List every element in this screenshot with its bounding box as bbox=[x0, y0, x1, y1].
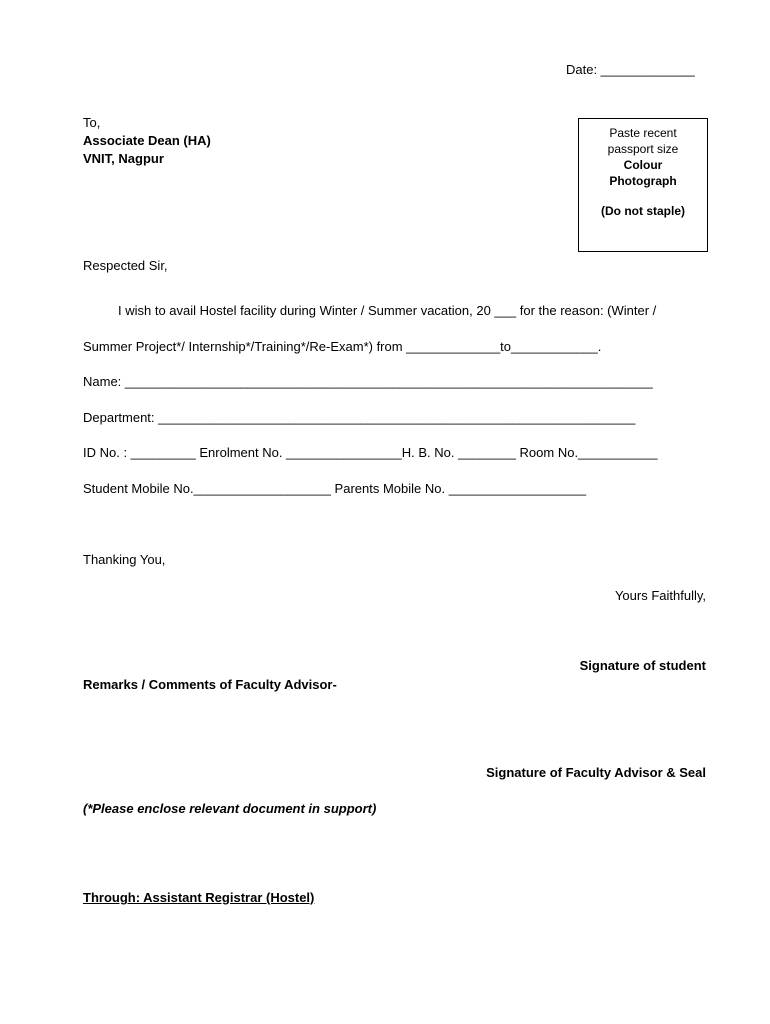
department-field: Department: __________________________________________________________________ bbox=[83, 410, 636, 425]
date-line: Date: _____________ bbox=[566, 62, 695, 77]
photo-box-line1: Paste recent bbox=[609, 126, 677, 140]
student-signature-label: Signature of student bbox=[579, 658, 706, 673]
enclose-note: (*Please enclose relevant document in support) bbox=[83, 801, 377, 816]
salutation: Respected Sir, bbox=[83, 258, 168, 273]
id-enrolment-room-field: ID No. : _________ Enrolment No. ________________H. B. No. ________ Room No.___________ bbox=[83, 445, 658, 460]
recipient-to: To, bbox=[83, 115, 101, 130]
closing: Thanking You, bbox=[83, 552, 166, 567]
mobile-numbers-field: Student Mobile No.___________________ Parents Mobile No. ___________________ bbox=[83, 481, 587, 496]
remarks-label: Remarks / Comments of Faculty Advisor- bbox=[83, 677, 337, 692]
recipient-institution: VNIT, Nagpur bbox=[83, 151, 164, 166]
advisor-signature-label: Signature of Faculty Advisor & Seal bbox=[486, 765, 706, 780]
body-line1: I wish to avail Hostel facility during Winter / Summer vacation, 20 ___ for the reason: (Winter / bbox=[118, 303, 657, 318]
recipient-title: Associate Dean (HA) bbox=[83, 133, 211, 148]
photo-box bbox=[578, 118, 708, 252]
photo-box-line4: Photograph bbox=[609, 174, 677, 188]
name-field: Name: _________________________________________________________________________ bbox=[83, 374, 653, 389]
through-line: Through: Assistant Registrar (Hostel) bbox=[83, 890, 315, 905]
photo-box-line3: Colour bbox=[623, 158, 663, 172]
body-line2: Summer Project*/ Internship*/Training*/Re-Exam*) from _____________to____________. bbox=[83, 339, 602, 354]
yours-faithfully: Yours Faithfully, bbox=[614, 588, 706, 603]
photo-box-note: (Do not staple) bbox=[601, 204, 685, 218]
photo-box-line2: passport size bbox=[607, 142, 679, 156]
